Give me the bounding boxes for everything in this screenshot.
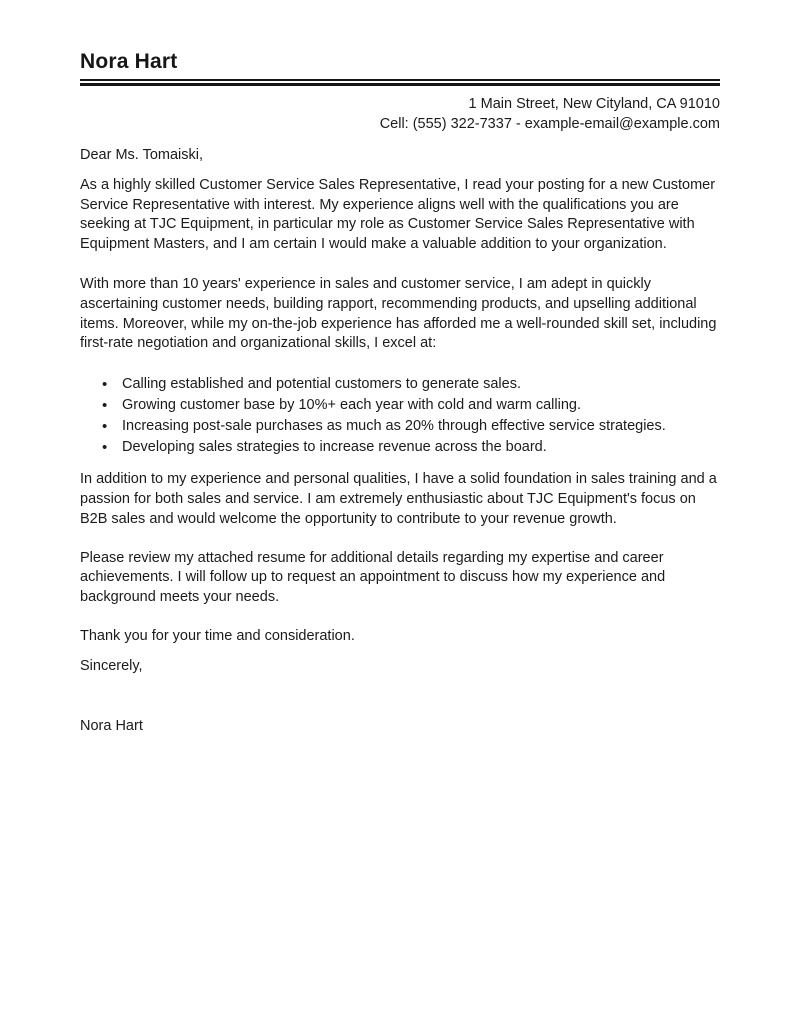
- header-divider-rule: [80, 79, 720, 86]
- list-item-developing: • Developing sales strategies to increase revenue across the board.: [122, 437, 720, 458]
- list-item-growing: • Growing customer base by 10%+ each year with cold and warm calling.: [122, 395, 720, 416]
- contact-address: 1 Main Street, New Cityland, CA 91010: [468, 96, 720, 112]
- contact-block: [80, 95, 720, 134]
- sign-off: Sincerely,: [80, 657, 143, 674]
- thank-you-line: Thank you for your time and consideration.: [80, 627, 355, 644]
- contact-phone-email: Cell: (555) 322-7337 - example-email@example.com: [379, 115, 720, 132]
- skills-bullet-list: [80, 374, 720, 458]
- list-item-calling: • Calling established and potential customers to generate sales.: [122, 374, 720, 395]
- paragraph-introduction: As a highly skilled Customer Service Sales Representative, I read your posting for a new Customer Service Representative with interest. My experience aligns well with the qualifications you are seeking at TJC Equipment, in particular my role as Customer Service Sales Representative with Equipment Masters, and I am certain I would make a valuable addition to your organization.: [80, 176, 716, 253]
- paragraph-followup: Please review my attached resume for additional details regarding my expertise and career achievements. I will follow up to request an appointment to discuss how my experience and background meets your needs.: [80, 549, 666, 606]
- paragraph-experience: With more than 10 years' experience in sales and customer service, I am adept in quickly ascertaining customer needs, building rapport, recommending products, and upselling additional items. Moreover, while my on-the-job experience has afforded me a well-rounded skill set, including first-rate negotiation and organizational skills, I excel at:: [80, 275, 717, 352]
- letter-author-name: Nora Hart: [80, 50, 178, 73]
- signature-name: Nora Hart: [80, 717, 143, 734]
- salutation: Dear Ms. Tomaiski,: [80, 147, 204, 163]
- paragraph-qualities: In addition to my experience and personal qualities, I have a solid foundation in sales training and a passion for both sales and service. I am extremely enthusiastic about TJC Equipment's focus on B2B sales and would welcome the opportunity to contribute to your revenue growth.: [80, 471, 717, 527]
- list-item-increasing: • Increasing post-sale purchases as much as 20% through effective service strategies.: [122, 416, 720, 437]
